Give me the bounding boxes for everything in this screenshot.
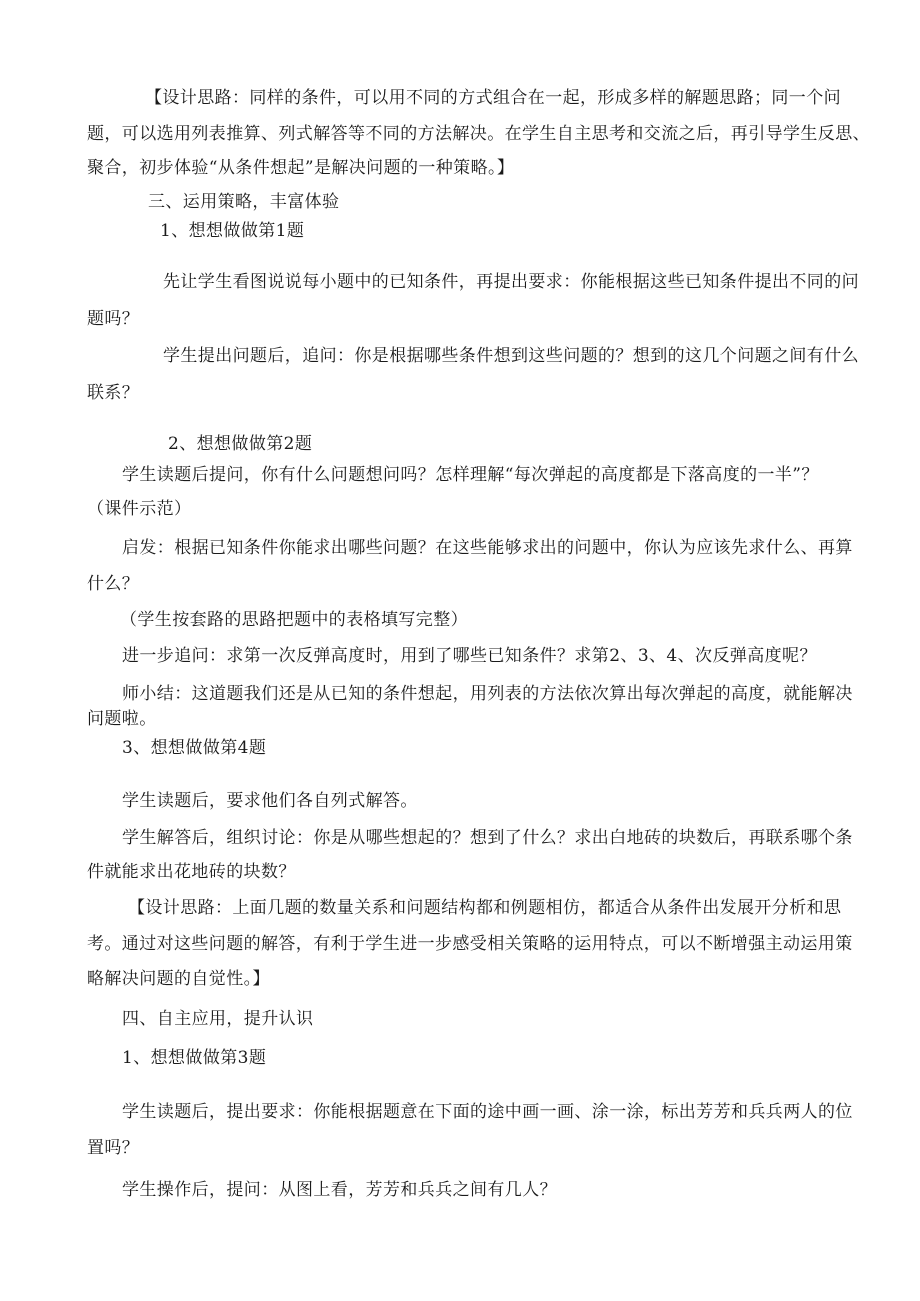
para-10-line-2: 件就能求出花地砖的块数？ <box>87 862 296 882</box>
para-5-line-1: 启发：根据已知条件你能求出哪些问题？在这些能够求出的问题中，你认为应该先求什么、再算 <box>122 538 853 558</box>
para-10-line-1: 学生解答后，组织讨论：你是从哪些想起的？想到了什么？求出白地砖的块数后，再联系哪个条 <box>122 828 853 848</box>
design-note-2-line-1: 【设计思路：上面几题的数量关系和问题结构都和例题相仿，都适合从条件出发展开分析和思 <box>128 898 842 918</box>
para-2-line-1: 先让学生看图说说每小题中的已知条件，再提出要求：你能根据这些已知条件提出不同的问 <box>163 272 859 292</box>
para-5-line-2: 什么？ <box>87 574 140 594</box>
design-note-1-line-3: 聚合，初步体验“从条件想起”是解决问题的一种策略。】 <box>87 158 515 178</box>
para-8-line-2: 问题啦。 <box>87 709 157 729</box>
para-13: 学生操作后，提问：从图上看，芳芳和兵兵之间有几人？ <box>122 1180 557 1200</box>
design-note-1-line-2: 题，可以选用列表推算、列式解答等不同的方法解决。在学生自主思考和交流之后，再引导学生反思、 <box>87 124 870 144</box>
design-note-1-line-1: 【设计思路：同样的条件，可以用不同的方式组合在一起，形成多样的解题思路；同一个问 <box>145 88 841 108</box>
para-4-line-2: （课件示范） <box>87 499 192 519</box>
para-3-line-1: 学生提出问题后，追问：你是根据哪些条件想到这些问题的？想到的这几个问题之间有什么 <box>163 346 859 366</box>
design-note-2-line-2: 考。通过对这些问题的解答，有利于学生进一步感受相关策略的运用特点，可以不断增强主动运用策 <box>87 934 853 954</box>
para-7: 进一步追问：求第一次反弹高度时，用到了哪些已知条件？求第2、3、4、次反弹高度呢？ <box>122 646 817 666</box>
para-12-line-2: 置吗？ <box>87 1138 140 1158</box>
para-3-line-2: 联系？ <box>87 383 140 403</box>
para-6: （学生按套路的思路把题中的表格填写完整） <box>120 610 468 630</box>
para-8-line-1: 师小结：这道题我们还是从已知的条件想起，用列表的方法依次算出每次弹起的高度，就能解决 <box>122 684 853 704</box>
para-12-line-1: 学生读题后，提出要求：你能根据题意在下面的途中画一画、涂一涂，标出芳芳和兵兵两人的位 <box>122 1102 853 1122</box>
design-note-2-line-3: 略解决问题的自觉性。】 <box>87 969 270 989</box>
section-4-item-1: 1、想想做做第3题 <box>122 1048 267 1068</box>
para-4-line-1: 学生读题后提问，你有什么问题想问吗？怎样理解“每次弹起的高度都是下落高度的一半”？ <box>122 465 819 485</box>
section-3-item-1: 1、想想做做第1题 <box>160 221 305 241</box>
para-9: 学生读题后，要求他们各自列式解答。 <box>122 791 418 811</box>
section-3-item-2: 2、想想做做第2题 <box>168 434 313 454</box>
section-3-heading: 三、运用策略，丰富体验 <box>148 192 340 212</box>
section-3-item-3: 3、想想做做第4题 <box>122 738 267 758</box>
section-4-heading: 四、自主应用，提升认识 <box>122 1009 314 1029</box>
para-2-line-2: 题吗？ <box>87 309 140 329</box>
